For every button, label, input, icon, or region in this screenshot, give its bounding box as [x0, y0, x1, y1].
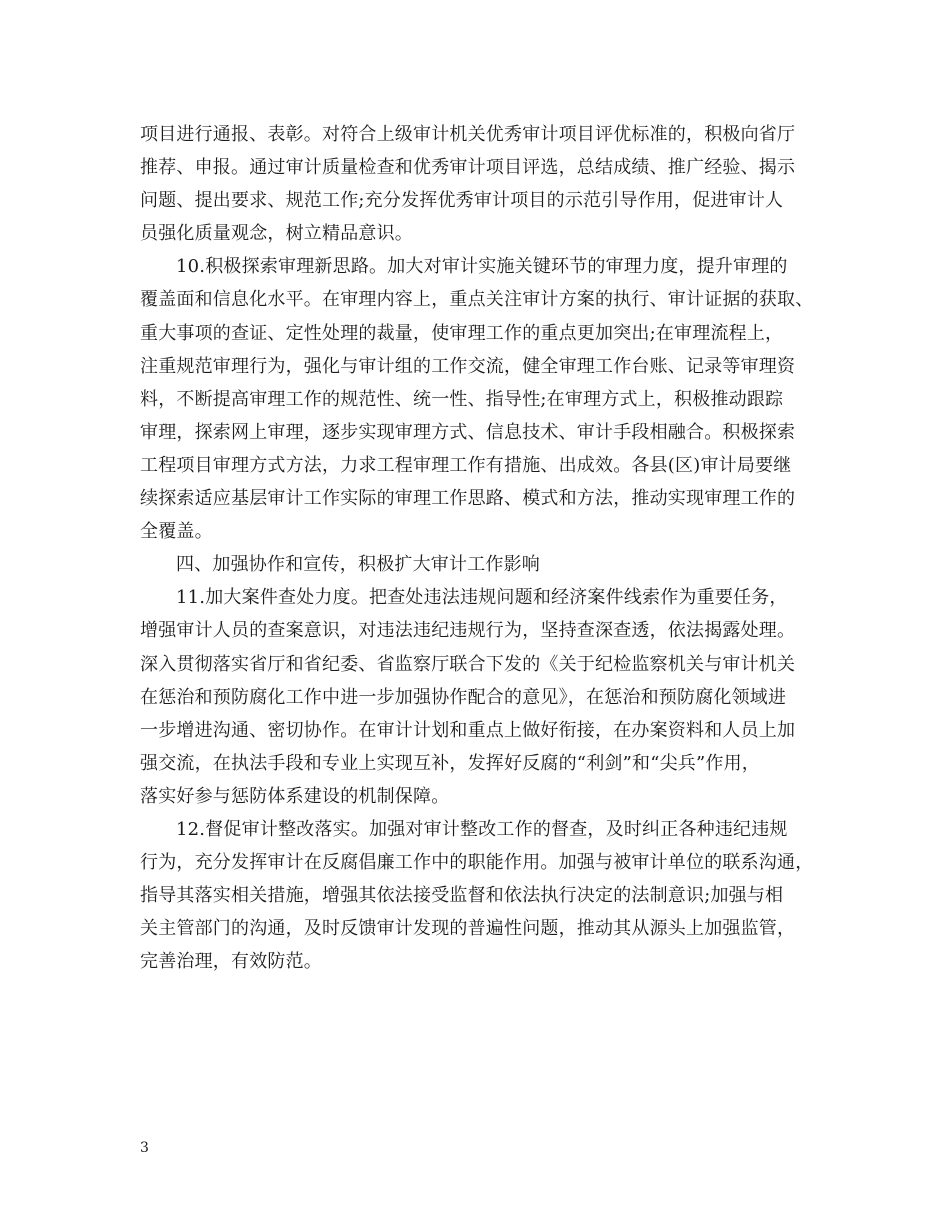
text-line: 落实好参与惩防体系建设的机制保障。 — [140, 785, 450, 807]
text-line: 全覆盖。 — [140, 521, 213, 543]
text-line: 注重规范审理行为，强化与审计组的工作交流，健全审理工作台账、记录等审理资 — [140, 355, 796, 377]
section-heading-4: 四、加强协作和宣传，积极扩大审计工作影响 — [176, 554, 540, 576]
paragraph-11-start: 11.加大案件查处力度。把查处违法违规问题和经济案件线索作为重要任务， — [176, 587, 788, 609]
page-number: 3 — [140, 1140, 149, 1156]
text-line: 问题、提出要求、规范工作;充分发挥优秀审计项目的示范引导作用，促进审计人 — [140, 190, 784, 212]
text-line: 指导其落实相关措施，增强其依法接受监督和依法执行决定的法制意识;加强与相 — [140, 885, 784, 907]
text-line: 行为，充分发挥审计在反腐倡廉工作中的职能作用。加强与被审计单位的联系沟通， — [140, 852, 814, 874]
body-text — [140, 118, 830, 978]
paragraph-10-start: 10.积极探索审理新思路。加大对审计实施关键环节的审理力度，提升审理的 — [176, 256, 788, 278]
text-line: 深入贯彻落实省厅和省纪委、省监察厅联合下发的《关于纪检监察机关与审计机关 — [140, 653, 796, 675]
text-line: 重大事项的查证、定性处理的裁量，使审理工作的重点更加突出;在审理流程上， — [140, 322, 784, 344]
text-line: 覆盖面和信息化水平。在审理内容上，重点关注审计方案的执行、审计证据的获取、 — [140, 289, 814, 311]
paragraph-12-start: 12.督促审计整改落实。加强对审计整改工作的督查，及时纠正各种违纪违规 — [176, 818, 788, 840]
text-line: 完善治理，有效防范。 — [140, 951, 322, 973]
text-line: 员强化质量观念，树立精品意识。 — [140, 223, 413, 245]
text-line: 审理，探索网上审理，逐步实现审理方式、信息技术、审计手段相融合。积极探索 — [140, 421, 796, 443]
text-line: 项目进行通报、表彰。对符合上级审计机关优秀审计项目评优标准的，积极向省厅 — [140, 124, 796, 145]
text-line: 增强审计人员的查案意识，对违法违纪违规行为，坚持查深查透，依法揭露处理。 — [140, 620, 796, 642]
text-line: 工程项目审理方式方法，力求工程审理工作有措施、出成效。各县(区)审计局要继 — [140, 454, 792, 476]
text-line: 关主管部门的沟通，及时反馈审计发现的普遍性问题，推动其从源头上加强监管， — [140, 918, 796, 940]
text-line: 推荐、申报。通过审计质量检查和优秀审计项目评选，总结成绩、推广经验、揭示 — [140, 157, 796, 179]
text-line: 强交流，在执法手段和专业上实现互补，发挥好反腐的“利剑”和“尖兵”作用， — [140, 752, 761, 774]
text-line: 一步增进沟通、密切协作。在审计计划和重点上做好衔接，在办案资料和人员上加 — [140, 719, 796, 741]
text-line: 续探索适应基层审计工作实际的审理工作思路、模式和方法，推动实现审理工作的 — [140, 488, 796, 510]
text-line: 料，不断提高审理工作的规范性、统一性、指导性;在审理方式上，积极推动跟踪 — [140, 388, 784, 410]
text-line: 在惩治和预防腐化工作中进一步加强协作配合的意见》，在惩治和预防腐化领域进 — [140, 686, 787, 708]
